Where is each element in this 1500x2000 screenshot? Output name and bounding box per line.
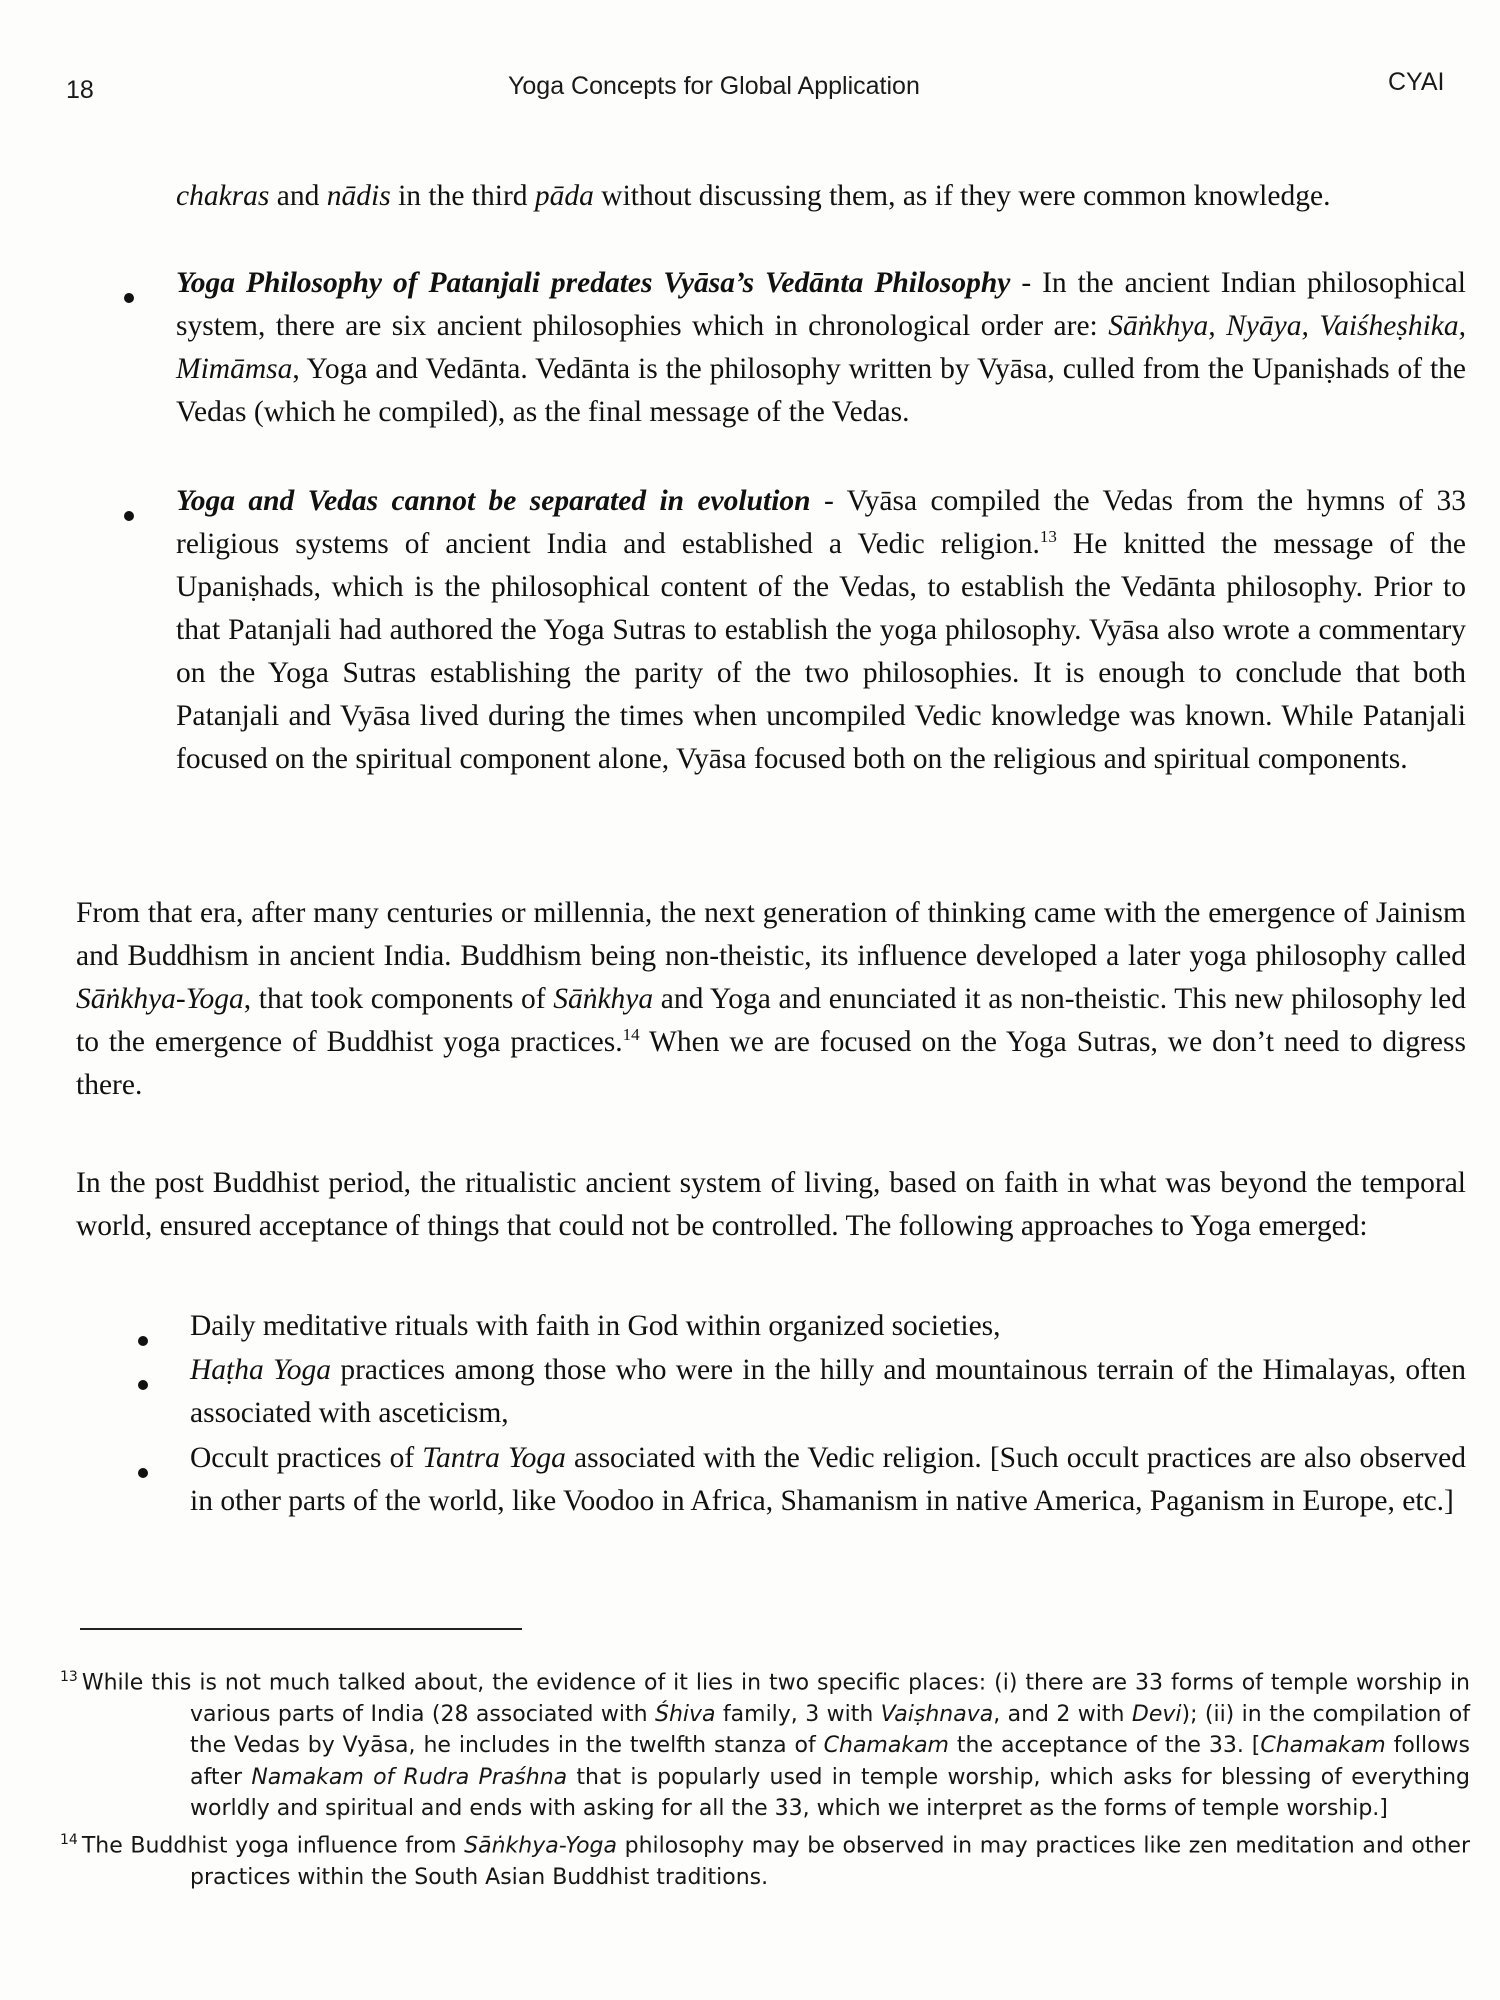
text-run: , and 2 with	[993, 1701, 1132, 1727]
text-run: and	[269, 180, 327, 212]
text-run: - Vyāsa compiled the Vedas from the hymns of 33 religious systems of ancient India and established a Vedic religion.	[176, 485, 1467, 560]
text-run: , that took components of	[243, 983, 554, 1015]
text-run: When we are focused on the Yoga Sutras, we don’t need to digress there.	[76, 1026, 1466, 1101]
text-run: Daily meditative rituals with faith in God within organized societies,	[190, 1310, 1001, 1342]
term: Chamakam	[823, 1733, 949, 1759]
term: Chamakam	[1260, 1733, 1386, 1759]
book-title: Yoga Concepts for Global Application	[508, 72, 920, 100]
bullet-item-patanjali-predates	[176, 262, 1466, 434]
text-run: in the third	[390, 180, 535, 212]
term-chakras: chakras	[176, 180, 270, 212]
text-run: without discussing them, as if they were common knowledge.	[593, 180, 1331, 212]
page-number: 18	[66, 76, 94, 104]
term-sankhya: Sāṅkhya	[553, 983, 654, 1015]
bullet-heading: Yoga Philosophy of Patanjali predates Vyāsa’s Vedānta Philosophy	[176, 267, 1011, 299]
term: Devi	[1131, 1701, 1182, 1727]
footnote-13	[60, 1662, 1470, 1825]
text-run: He knitted the message of the Upaniṣhads, which is the philosophical content of the Vedas, to establish the Vedānta philosophy. Prior to that Patanjali had authored the Yoga Sutras to establish the yoga philosophy. Vyāsa also wrote a commentary on the Yoga Sutras establishing the parity of the two philosophies. It is enough to conclude that both Patanjali and Vyāsa lived during the times when uncompiled Vedic knowledge was known. While Patanjali focused on the spiritual component alone, Vyāsa focused both on the religious and spiritual components.	[176, 528, 1467, 775]
term-pada: pāda	[534, 180, 594, 212]
term: Sāṅkhya-Yoga	[464, 1833, 617, 1859]
text-run: philosophy may be observed in may practices like zen meditation and other practices within the South Asian Buddhist traditions.	[190, 1833, 1470, 1890]
footnotes	[60, 1662, 1470, 1893]
footnote-number: 13	[60, 1669, 78, 1685]
text-run: associated with the Vedic religion. [Such occult practices are also observed in other parts of the world, like Voodoo in Africa, Shamanism in native America, Paganism in Europe, etc.]	[190, 1442, 1466, 1517]
term: Vaiṣhnava	[880, 1701, 994, 1727]
text-run: practices among those who were in the hilly and mountainous terrain of the Himalayas, often associated with asceticism,	[190, 1354, 1466, 1429]
bullet-icon	[138, 1380, 148, 1390]
text-run: that is popularly used in temple worship, which asks for blessing of everything worldly and spiritual and ends with asking for all the 33, which we interpret as the forms of temple worship.]	[190, 1764, 1470, 1822]
text-run: While this is not much talked about, the evidence of it lies in two specific places: (i) there are 33 forms of temple worship in various parts of India (28 associated with	[81, 1670, 1470, 1727]
bullet-icon	[124, 293, 134, 303]
text-run: the acceptance of the 33. [	[949, 1733, 1261, 1759]
bullet-icon	[138, 1468, 148, 1478]
term-nadis: nādis	[326, 180, 391, 212]
text-run: From that era, after many centuries or millennia, the next generation of thinking came with the emergence of Jainism and Buddhism in ancient India. Buddhism being non-theistic, its influence developed a later yoga philosophy called	[76, 897, 1466, 972]
bullet-icon	[138, 1336, 148, 1346]
paragraph-post-buddhist	[76, 1162, 1466, 1248]
approach-item-daily-rituals	[190, 1305, 1466, 1348]
text-run: family, 3 with	[715, 1701, 881, 1727]
text-run: , Yoga and Vedānta. Vedānta is the philosophy written by Vyāsa, culled from the Upaniṣhads of the Vedas (which he compiled), as the final message of the Vedas.	[176, 353, 1466, 428]
footnote-ref-13[interactable]: 13	[1039, 527, 1057, 547]
text-run: follows after	[190, 1733, 1470, 1790]
bullet-heading: Yoga and Vedas cannot be separated in evolution	[176, 485, 811, 517]
approach-item-hatha-yoga	[190, 1349, 1466, 1435]
series-code: CYAI	[1388, 68, 1445, 96]
text-run: The Buddhist yoga influence from	[81, 1833, 465, 1859]
term-tantra-yoga: Tantra Yoga	[422, 1442, 566, 1474]
bullet-icon	[124, 511, 134, 521]
text-run: ); (ii) in the compilation of the Vedas by Vyāsa, he includes in the twelfth stanza of	[190, 1701, 1471, 1759]
term-sankhya-yoga: Sāṅkhya-Yoga	[76, 983, 244, 1015]
text-run: - In the ancient Indian philosophical system, there are six ancient philosophies which in chronological order are:	[176, 267, 1466, 342]
footnote-14	[60, 1825, 1470, 1893]
term-hatha-yoga: Haṭha Yoga	[190, 1354, 332, 1386]
term: Śhiva	[654, 1701, 716, 1727]
text-run: Occult practices of	[190, 1442, 423, 1474]
footnote-ref-14[interactable]: 14	[622, 1025, 640, 1045]
term: Namakam of Rudra Praśhna	[251, 1764, 568, 1790]
footnote-number: 14	[60, 1831, 78, 1848]
bullet-item-yoga-vedas	[176, 480, 1466, 781]
approach-item-tantra-yoga	[190, 1437, 1466, 1523]
text-run: In the post Buddhist period, the ritualistic ancient system of living, based on faith in what was beyond the temporal world, ensured acceptance of things that could not be controlled. The following approaches to Yoga emerged:	[76, 1167, 1466, 1242]
bullet-continuation	[176, 175, 1466, 218]
page-header	[0, 68, 1500, 108]
footnote-divider	[80, 1628, 522, 1630]
philosophy-list: Sāṅkhya, Nyāya, Vaiśheṣhika, Mimāmsa	[176, 310, 1466, 385]
text-run: and Yoga and enunciated it as non-theistic. This new philosophy led to the emergence of Buddhist yoga practices.	[76, 983, 1466, 1058]
paragraph-buddhism	[76, 892, 1466, 1107]
